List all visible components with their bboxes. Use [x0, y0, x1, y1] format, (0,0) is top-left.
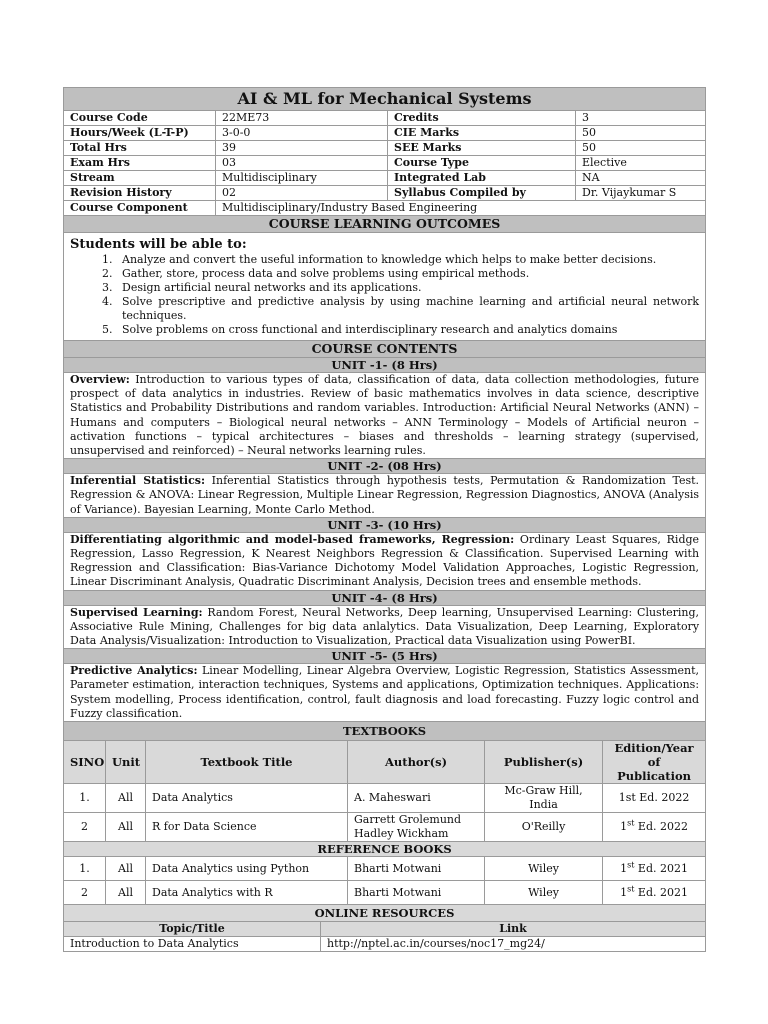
info-row — [64, 156, 706, 171]
unit-heading-row — [64, 459, 706, 474]
edition-year: Ed. 2021 — [634, 885, 688, 899]
unit-heading: UNIT -5- (5 Hrs) — [64, 649, 706, 664]
book-edition — [603, 784, 706, 813]
unit-text: Random Forest, Neural Networks, Deep learning, Unsupervised Learning: Clustering, Associative Rule Mining, Challenges for big data anlalytics. Data Visualization, Deep Learning, Exploratory Data Analysis/Visualization: Introduction to Visualization, Practical data Visualization using PowerBI. — [70, 605, 700, 648]
unit-lead: Supervised Learning: — [70, 605, 203, 619]
unit-text: Inferential Statistics through hypothesis tests, Permutation & Randomization Test. Regression & ANOVA: Linear Regression, Multiple Linear Regression, Regression Diagnostics, ANOVA (Analysis of Variance). Bayesian Learning, Monte Carlo Method. — [70, 474, 700, 516]
info-label: Syllabus Compiled by — [388, 186, 576, 201]
info-value: 3 — [576, 111, 706, 126]
book-unit: All — [106, 813, 146, 842]
outcome-item: 2. Gather, store, process data and solve problems using empirical methods. — [116, 267, 699, 281]
unit-heading-row — [64, 517, 706, 532]
book-unit: All — [106, 784, 146, 813]
unit-heading: UNIT -2- (08 Hrs) — [64, 459, 706, 474]
info-label: Stream — [64, 171, 216, 186]
book-author: Bharti Motwani — [348, 857, 485, 881]
unit-heading-row — [64, 649, 706, 664]
book-sino: 1. — [64, 784, 106, 813]
unit-heading-row — [64, 358, 706, 373]
unit-content — [64, 605, 706, 649]
reference-heading: REFERENCE BOOKS — [64, 842, 706, 857]
info-row — [64, 171, 706, 186]
unit-content-row — [64, 664, 706, 722]
info-row — [64, 141, 706, 156]
outcomes-cell — [64, 233, 706, 341]
col-publisher: Publisher(s) — [485, 741, 603, 784]
unit-lead: Inferential Statistics: — [70, 474, 206, 488]
outcome-item: 4. Solve prescriptive and predictive analysis by using machine learning and artificial neural network techniques. — [116, 295, 699, 323]
info-label: Hours/Week (L-T-P) — [64, 126, 216, 141]
edition-suffix: st — [627, 859, 635, 869]
online-resources-table — [63, 904, 706, 952]
book-row — [64, 813, 706, 842]
unit-lead: Predictive Analytics: — [70, 664, 198, 678]
book-author: Bharti Motwani — [348, 881, 485, 905]
unit-content — [64, 474, 706, 518]
info-value: 50 — [576, 126, 706, 141]
online-topic: Introduction to Data Analytics — [64, 937, 321, 952]
col-unit: Unit — [106, 741, 146, 784]
course-info-table — [63, 87, 706, 722]
info-value: NA — [576, 171, 706, 186]
unit-content — [64, 532, 706, 590]
outcome-item: 3. Design artificial neural networks and its applications. — [116, 281, 699, 295]
course-component-label: Course Component — [64, 201, 216, 216]
unit-content-row — [64, 605, 706, 649]
outcome-item: 1. Analyze and convert the useful information to knowledge which helps to make better decisions. — [116, 253, 699, 267]
online-col-link: Link — [321, 922, 706, 937]
contents-heading: COURSE CONTENTS — [64, 341, 706, 358]
edition-number: 1 — [620, 885, 628, 899]
info-label: Total Hrs — [64, 141, 216, 156]
book-author: Garrett Grolemund Hadley Wickham — [348, 813, 485, 842]
edition-suffix: st — [627, 883, 635, 893]
book-row — [64, 857, 706, 881]
online-row — [64, 937, 706, 952]
info-label: Integrated Lab — [388, 171, 576, 186]
outcomes-list — [70, 253, 699, 337]
unit-text: Ordinary Least Squares, Ridge Regression, Lasso Regression, K Nearest Neighbors Regression & Classification. Supervised Learning with Regression and Classification: Bias-Variance Dichotomy Model Validation Approaches, Logistic Regression, Linear Discriminant Analysis, Quadratic Discriminant Analysis, Decision trees and ensemble methods. — [70, 532, 700, 589]
col-sino: SINO — [64, 741, 106, 784]
book-author: A. Maheswari — [348, 784, 485, 813]
info-value: 39 — [216, 141, 388, 156]
unit-content-row — [64, 532, 706, 590]
book-sino: 2 — [64, 813, 106, 842]
clo-heading: COURSE LEARNING OUTCOMES — [64, 216, 706, 233]
online-link[interactable]: http://nptel.ac.in/courses/noc17_mg24/ — [321, 937, 706, 952]
edition-year: Ed. 2022 — [634, 820, 688, 834]
edition-number: 1 — [620, 820, 628, 834]
book-publisher: Wiley — [485, 857, 603, 881]
syllabus-page — [63, 87, 705, 952]
unit-content — [64, 664, 706, 722]
unit-lead: Overview: — [70, 373, 130, 386]
book-edition — [603, 813, 706, 842]
textbooks-heading: TEXTBOOKS — [64, 722, 706, 741]
online-col-topic: Topic/Title — [64, 922, 321, 937]
book-edition — [603, 881, 706, 905]
info-label: CIE Marks — [388, 126, 576, 141]
info-value: Dr. Vijaykumar S — [576, 186, 706, 201]
info-label: Credits — [388, 111, 576, 126]
book-publisher: Mc-Graw Hill, India — [485, 784, 603, 813]
info-value: 03 — [216, 156, 388, 171]
edition-number: 1st Ed. 2022 — [618, 791, 690, 805]
info-row — [64, 126, 706, 141]
info-row — [64, 186, 706, 201]
outcome-item: 5. Solve problems on cross functional and interdisciplinary research and analytics domains — [116, 323, 699, 337]
course-title: AI & ML for Mechanical Systems — [64, 88, 706, 111]
unit-lead: Differentiating algorithmic and model-based frameworks, Regression: — [70, 532, 515, 546]
info-label: Course Type — [388, 156, 576, 171]
book-sino: 1. — [64, 857, 106, 881]
book-sino: 2 — [64, 881, 106, 905]
col-edition: Edition/Year of Publication — [603, 741, 706, 784]
book-title: Data Analytics with R — [146, 881, 348, 905]
unit-content — [64, 373, 706, 459]
info-value: 3-0-0 — [216, 126, 388, 141]
unit-heading: UNIT -3- (10 Hrs) — [64, 517, 706, 532]
edition-year: Ed. 2021 — [634, 861, 688, 875]
unit-heading-row — [64, 590, 706, 605]
unit-text: Linear Modelling, Linear Algebra Overview, Logistic Regression, Statistics Assessment, Parameter estimation, interaction techniques, Systems and applications, Optimization techniques. Applications: System modelling, Process identification, control, fault diagnosis and load forecasting. Fuzzy logic control and Fuzzy classification. — [70, 664, 700, 720]
book-row — [64, 784, 706, 813]
unit-text: Introduction to various types of data, classification of data, data collection methodologies, future prospect of data analytics in industries. Review of basic mathematics involves in data science, descriptive Statistics and Probability Distributions and random variables. Introduction: Artificial Neural Networks (ANN) – Humans and computers – Biological neural networks – ANN Terminology – Models of Artificial neuron – activation functions – typical architectures – biases and thresholds – learning strategy (supervised, unsupervised and reinforced) – Neural networks learning rules. — [70, 373, 700, 458]
unit-heading: UNIT -1- (8 Hrs) — [64, 358, 706, 373]
book-edition — [603, 857, 706, 881]
info-value: 02 — [216, 186, 388, 201]
col-title: Textbook Title — [146, 741, 348, 784]
book-title: Data Analytics using Python — [146, 857, 348, 881]
info-label: Revision History — [64, 186, 216, 201]
textbooks-table — [63, 721, 706, 905]
info-value: 22ME73 — [216, 111, 388, 126]
info-label: SEE Marks — [388, 141, 576, 156]
book-publisher: O'Reilly — [485, 813, 603, 842]
online-heading: ONLINE RESOURCES — [64, 905, 706, 922]
book-unit: All — [106, 881, 146, 905]
edition-suffix: st — [627, 818, 635, 828]
unit-content-row — [64, 373, 706, 459]
book-title: R for Data Science — [146, 813, 348, 842]
info-value: 50 — [576, 141, 706, 156]
edition-number: 1 — [620, 861, 628, 875]
book-title: Data Analytics — [146, 784, 348, 813]
info-label: Exam Hrs — [64, 156, 216, 171]
unit-content-row — [64, 474, 706, 518]
info-value: Multidisciplinary — [216, 171, 388, 186]
unit-heading: UNIT -4- (8 Hrs) — [64, 590, 706, 605]
col-author: Author(s) — [348, 741, 485, 784]
course-component-value: Multidisciplinary/Industry Based Engineering — [216, 201, 706, 216]
info-label: Course Code — [64, 111, 216, 126]
students-lead: Students will be able to: — [70, 237, 247, 252]
book-publisher: Wiley — [485, 881, 603, 905]
info-row — [64, 111, 706, 126]
book-unit: All — [106, 857, 146, 881]
info-value: Elective — [576, 156, 706, 171]
book-row — [64, 881, 706, 905]
